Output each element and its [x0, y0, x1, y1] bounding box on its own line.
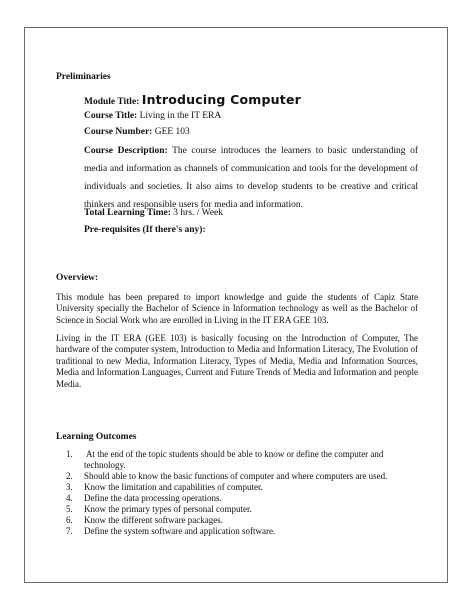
list-item: 4. Define the data processing operations.: [66, 493, 222, 503]
course-title-label: Course Title:: [84, 111, 138, 121]
list-item: 6. Know the different software packages.: [66, 515, 224, 525]
course-description: [84, 142, 418, 214]
module-title-label: Module Title:: [84, 97, 140, 107]
module-title-value: Introducing Computer: [141, 92, 301, 107]
overview-paragraph-2: Living in the IT ERA (GEE 103) is basically focusing on the Introduction of Computer, The hardware of the computer system, Introduction to Media and Information Literacy, The Evolution of traditional to new Media, Information Literacy, Types of Media, Media and Information Sources, Media and Information Languages, Current and Future Trends of Media and Information and people Media.: [56, 333, 418, 389]
preliminaries-heading: Preliminaries: [56, 72, 111, 82]
list-item: 3. Know the limitation and capabilities of computer.: [66, 482, 263, 492]
total-learning-time-label: Total Learning Time:: [84, 208, 171, 218]
list-item: 7. Define the system software and application software.: [66, 526, 276, 536]
list-item: 2. Should able to know the basic functions of computer and where computers are used.: [66, 471, 388, 481]
learning-outcomes-heading: Learning Outcomes: [56, 432, 137, 442]
course-number-label: Course Number:: [84, 127, 153, 137]
learning-outcomes-list: [66, 449, 420, 537]
overview-paragraph-1: This module has been prepared to import knowledge and guide the students of Capiz State University specially the Bachelor of Science in Information technology as well as the Bachelor of Science in Social Work who are enrolled in Living in the IT ERA GEE 103.: [56, 292, 418, 325]
overview-heading: Overview:: [56, 273, 99, 283]
total-learning-time-value: 3 hrs. / Week: [173, 208, 224, 218]
course-number-value: GEE 103: [154, 127, 190, 137]
total-learning-time-row: [84, 208, 223, 218]
list-item: 5. Know the primary types of personal computer.: [66, 504, 252, 514]
course-title-value: Living in the IT ERA: [139, 111, 222, 121]
course-number-row: [84, 127, 190, 137]
course-title-row: [84, 111, 221, 121]
course-description-label: Course Description:: [84, 146, 168, 156]
prerequisites-row: [84, 225, 206, 235]
course-description-value: The course introduces the learners to basic understanding of media and information as channels of communication and tools for the development of individuals and societies. It also aims to develop students to be creative and critical thinkers and responsible users for media and information.: [84, 146, 418, 210]
prerequisites-label: Pre-requisites (If there's any):: [84, 225, 206, 235]
list-item: 1. At the end of the topic students should be able to know or define the computer and technology.: [66, 449, 384, 470]
module-title-row: [84, 92, 301, 107]
